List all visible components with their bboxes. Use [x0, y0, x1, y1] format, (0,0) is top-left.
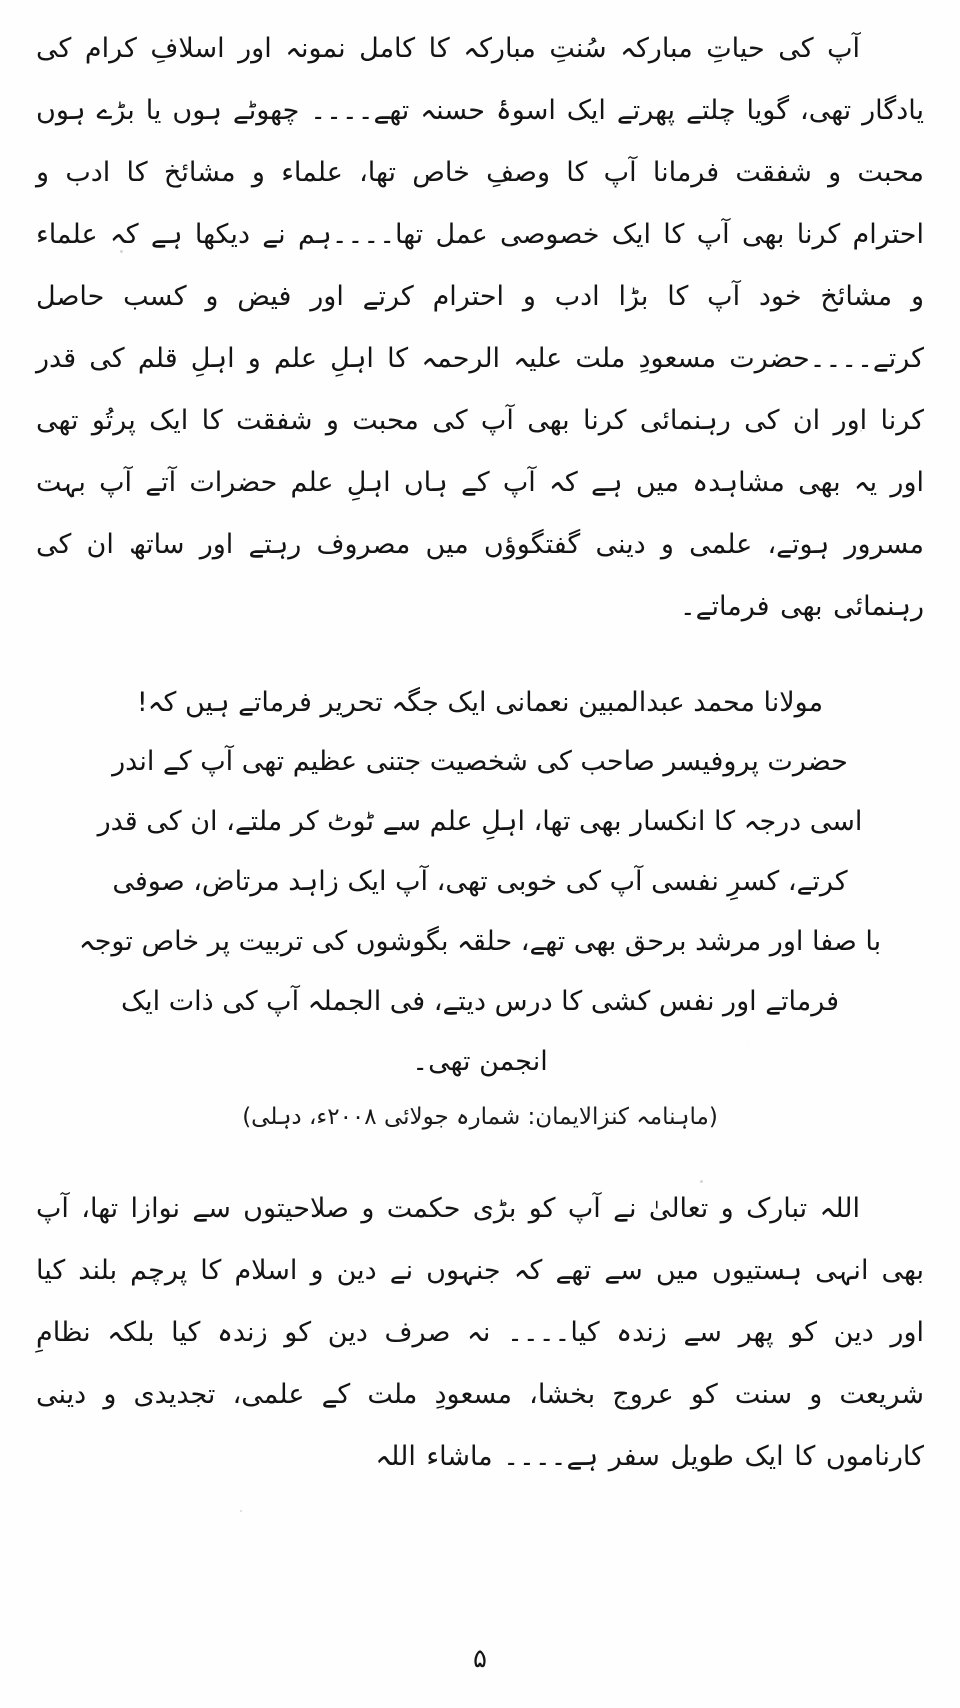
quote-line: حضرت پروفیسر صاحب کی شخصیت جتنی عظیم تھی آپ کے اندر — [112, 746, 848, 777]
quote-line: کرتے، کسرِ نفسی آپ کی خوبی تھی، آپ ایک زاہد مرتاض، صوفی — [112, 866, 848, 897]
scan-speck — [240, 1510, 242, 1512]
quote-source-citation: (ماہنامہ کنزالایمان: شمارہ جولائی ۲۰۰۸ء، دہلی) — [242, 1104, 718, 1130]
quote-line: اسی درجہ کا انکسار بھی تھا، اہلِ علم سے ٹوٹ کر ملتے، ان کی قدر — [97, 806, 863, 837]
quote-line: فرماتے اور نفس کشی کا درس دیتے، فی الجملہ آپ کی ذات ایک — [120, 986, 840, 1017]
quote-line: با صفا اور مرشد برحق بھی تھے، حلقہ بگوشوں کی تربیت پر خاص توجہ — [78, 926, 882, 957]
body-paragraph-1: آپ کی حیاتِ مبارکہ سُنتِ مبارکہ کا کامل نمونہ اور اسلافِ کرام کی یادگار تھی، گویا چلتے پھرتے ایک اسوۂ حسنہ تھے۔۔۔۔ چھوٹے ہوں یا بڑے ہوں محبت و شفقت فرمانا آپ کا وصفِ خاص تھا، علماء و مشائخ کا ادب و احترام کرنا بھی آپ کا ایک خصوصی عمل تھا۔۔۔۔ہم نے دیکھا ہے کہ علماء و مشائخ خود آپ کا بڑا ادب و احترام کرتے اور فیض و کسب حاصل کرتے۔۔۔۔حضرت مسعودِ ملت علیہ الرحمہ کا اہلِ علم و اہلِ قلم کی قدر کرنا اور ان کی رہنمائی کرنا بھی آپ کی محبت و شفقت کا ایک پرتُو تھی اور یہ بھی مشاہدہ میں ہے کہ آپ کے ہاں اہلِ علم حضرات آتے آپ بہت مسرور ہوتے، علمی و دینی گفتگوؤں میں مصروف رہتے اور ساتھ ان کی رہنمائی بھی فرماتے۔ — [36, 33, 924, 622]
paragraph-spacer — [36, 1148, 924, 1178]
attribution-line: مولانا محمد عبدالمبین نعمانی ایک جگہ تحریر فرماتے ہیں کہ! — [136, 687, 824, 718]
quotation-block — [36, 732, 924, 1092]
page-content — [36, 18, 924, 1488]
page-number: ۵ — [473, 1644, 487, 1674]
quote-line: انجمن تھی۔ — [412, 1046, 548, 1077]
body-paragraph-2: اللہ تبارک و تعالیٰ نے آپ کو بڑی حکمت و صلاحیتوں سے نوازا تھا، آپ بھی انہی ہستیوں میں سے تھے کہ جنہوں نے دین و اسلام کا پرچم بلند کیا اور دین کو پھر سے زندہ کیا۔۔۔۔ نہ صرف دین کو زندہ کیا بلکہ نظامِ شریعت و سنت کو عروج بخشا، مسعودِ ملت کے علمی، تجدیدی و دینی کارناموں کا ایک طویل سفر ہے۔۔۔۔ ماشاء اللہ — [36, 1193, 924, 1472]
paragraph-spacer — [36, 644, 924, 674]
